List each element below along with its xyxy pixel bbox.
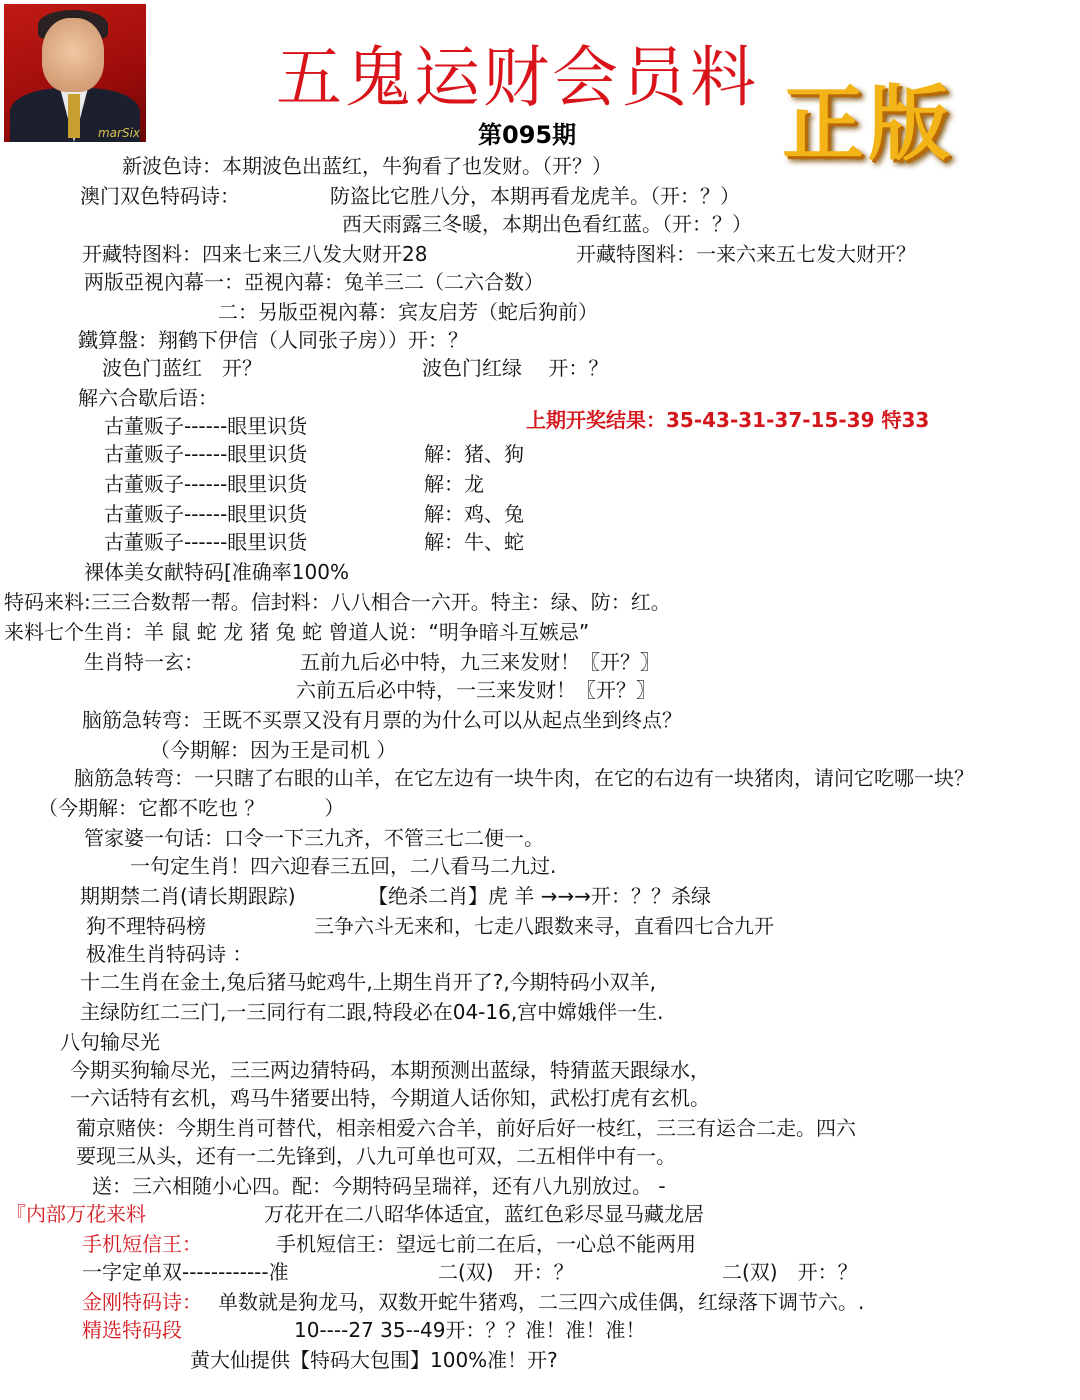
text-line: 波色门红绿 开：？ — [422, 356, 609, 380]
section-label-red: 『内部万花来料 — [6, 1202, 146, 1226]
text-line: 脑筋急转弯：一只瞎了右眼的山羊，在它左边有一块牛肉，在它的右边有一块猪肉，请问它吃哪一块？ — [74, 766, 974, 790]
text-line: 来料七个生肖：羊 鼠 蛇 龙 猪 兔 蛇 曾道人说：“明争暗斗互嫉忌” — [4, 620, 590, 644]
text-line: 送：三六相随小心四。配：今期特码呈瑞祥，还有八九别放过。 - — [92, 1174, 666, 1198]
text-line: 波色门蓝红 开？ — [102, 356, 262, 380]
text-line: 管家婆一句话：口令一下三九齐，不管三七二便一。 — [84, 826, 544, 850]
text-line: 手机短信王：望远七前二在后，一心总不能两用 — [276, 1232, 696, 1256]
text-line: 解：鸡、兔 — [424, 502, 524, 526]
text-line: 古董贩子------眼里识货 — [104, 502, 308, 526]
text-line: （今期解：它都不吃也 ？ ） — [38, 796, 345, 820]
text-line: 解六合歇后语： — [78, 386, 218, 410]
text-line: 古董贩子------眼里识货 — [104, 530, 308, 554]
text-line: 鐵算盤：翔鹤下伊信（人同张子房））开：？ — [78, 328, 468, 352]
last-draw-result: 上期开奖结果：35-43-31-37-15-39 特33 — [526, 408, 930, 432]
text-line: 两版亞視內幕一：亞視內幕：兔羊三二（二六合数） — [84, 270, 544, 294]
text-line: 葡京赌侠：今期生肖可替代，相亲相爱六合羊，前好后好一枝红，三三有运合二走。四六 — [76, 1116, 856, 1140]
text-line: （今期解：因为王是司机 ） — [150, 738, 397, 762]
text-line: 解：牛、蛇 — [424, 530, 524, 554]
text-line: 解：猪、狗 — [424, 442, 524, 466]
text-line: 开藏特图料：四来七来三八发大财开28 — [82, 242, 428, 266]
section-label-red: 手机短信王： — [82, 1232, 202, 1256]
text-line: 二：另版亞視內幕：宾友启芳（蛇后狗前） — [218, 300, 598, 324]
text-line: 五前九后必中特，九三来发财！〖开？〗 — [300, 650, 660, 674]
text-line: 一六话特有玄机，鸡马牛猪要出特，今期道人话你知，武松打虎有玄机。 — [70, 1086, 710, 1110]
text-line: 单数就是狗龙马，双数开蛇牛猪鸡，二三四六成佳偶，红绿落下调节六。. — [218, 1290, 865, 1314]
text-line: 黄大仙提供【特码大包围】100%准！开? — [190, 1348, 558, 1372]
text-line: 西天雨露三冬暖，本期出色看红蓝。（开：？） — [342, 212, 752, 236]
text-line: 万花开在二八昭华体适宜，蓝红色彩尽显马藏龙居 — [264, 1202, 704, 1226]
text-line: 古董贩子------眼里识货 — [104, 472, 308, 496]
text-line: 古董贩子------眼里识货 — [104, 442, 308, 466]
text-line: 澳门双色特码诗： — [80, 184, 240, 208]
text-line: 主绿防红二三门,一三同行有二跟,特段必在04-16,宫中嫦娥伴一生. — [80, 1000, 664, 1024]
text-line: 要现三从头，还有一二先锋到，八九可单也可双，二五相伴中有一。 — [76, 1144, 676, 1168]
text-line: 十二生肖在金土,兔后猪马蛇鸡牛,上期生肖开了?,今期特码小双羊, — [80, 970, 657, 994]
text-line: 六前五后必中特，一三来发财！〖开？〗 — [296, 678, 656, 702]
text-line: 新波色诗：本期波色出蓝红，牛狗看了也发财。（开？） — [122, 154, 612, 178]
text-line: 狗不理特码榜 — [86, 914, 206, 938]
section-label-red: 精选特码段 — [82, 1318, 182, 1342]
text-line: 八句输尽光 — [60, 1030, 160, 1054]
text-line: 今期买狗输尽光，三三两边猜特码，本期预测出蓝绿，特猜蓝天跟绿水， — [70, 1058, 710, 1082]
text-line: 二(双) 开：？ — [438, 1260, 574, 1284]
text-line: 裸体美女献特码[准确率100% — [84, 560, 349, 584]
text-line: 三争六斗无来和，七走八跟数来寻，直看四七合九开 — [314, 914, 774, 938]
text-line: 古董贩子------眼里识货 — [104, 414, 308, 438]
section-label-red: 金刚特码诗： — [82, 1290, 202, 1314]
text-line: 防盗比它胜八分，本期再看龙虎羊。（开：？） — [330, 184, 740, 208]
text-line: 一字定单双------------准 — [82, 1260, 289, 1284]
page-title: 五鬼运财会员料 — [276, 39, 759, 116]
text-line: 一句定生肖！四六迎春三五回，二八看马二九过. — [130, 854, 557, 878]
text-line: 二(双) 开：？ — [722, 1260, 858, 1284]
text-line: 10----27 35--49开：？？准！准！准！ — [294, 1318, 646, 1342]
text-line: 极准生肖特码诗 ： — [86, 942, 253, 966]
text-line: 生肖特一玄： — [84, 650, 204, 674]
host-portrait — [4, 4, 146, 142]
issue-number: 第095期 — [478, 121, 577, 149]
text-line: 开藏特图料：一来六来五七发大财开？ — [576, 242, 916, 266]
text-line: 脑筋急转弯：王既不买票又没有月票的为什么可以从起点坐到终点？ — [82, 708, 682, 732]
text-line: 解：龙 — [424, 472, 484, 496]
genuine-badge: 正版 — [782, 77, 955, 172]
text-line: 【绝杀二肖】虎 羊 →→→开：？？杀绿 — [368, 884, 711, 908]
text-line: 期期禁二肖(请长期跟踪) — [80, 884, 296, 908]
text-line: 特码来料:三三合数帮一帮。信封料：八八相合一六开。特主：绿、防：红。 — [4, 590, 671, 614]
photo-watermark: marSix — [97, 126, 140, 140]
